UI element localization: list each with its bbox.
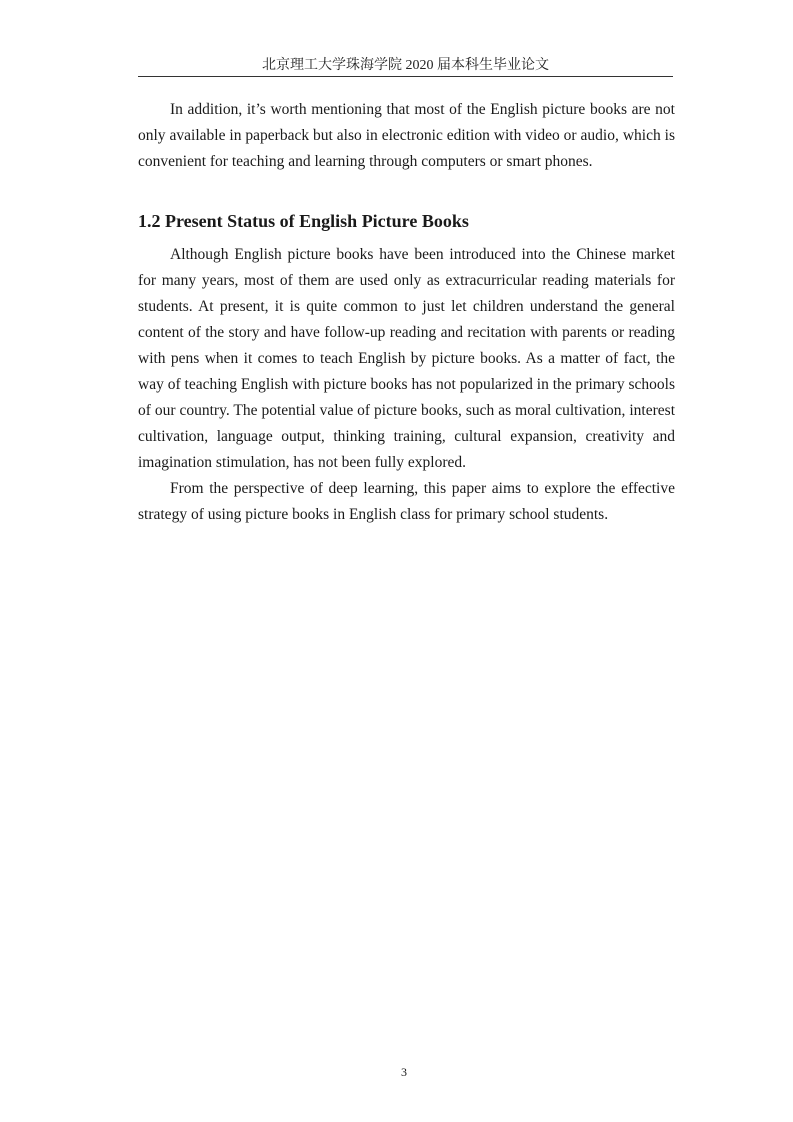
section-heading: 1.2 Present Status of English Picture Books	[138, 211, 469, 231]
header-rule	[138, 76, 673, 77]
body-paragraph: Although English picture books have been introduced into the Chinese market for many years, most of them are used only as extracurricular reading materials for students. At present, it is quite common to just let children understand the general content of the story and have follow-up reading and recitation with parents or reading with pens when it comes to teach English by picture books. As a matter of fact, the way of teaching English with picture books has not popularized in the primary schools of our country. The potential value of picture books, such as moral cultivation, interest cultivation, language output, thinking training, cultural expansion, creativity and imagination stimulation, has not been fully explored.	[138, 246, 675, 471]
running-header: 北京理工大学珠海学院 2020 届本科生毕业论文	[262, 58, 549, 73]
section-text-block	[138, 242, 675, 528]
body-paragraph: From the perspective of deep learning, this paper aims to explore the effective strategy of using picture books in English class for primary school students.	[138, 480, 675, 523]
intro-text-block	[138, 97, 675, 175]
body-paragraph: In addition, it’s worth mentioning that most of the English picture books are not only available in paperback but also in electronic edition with video or audio, which is convenient for teaching and learning through computers or smart phones.	[138, 101, 675, 170]
page-number: 3	[401, 1065, 407, 1079]
